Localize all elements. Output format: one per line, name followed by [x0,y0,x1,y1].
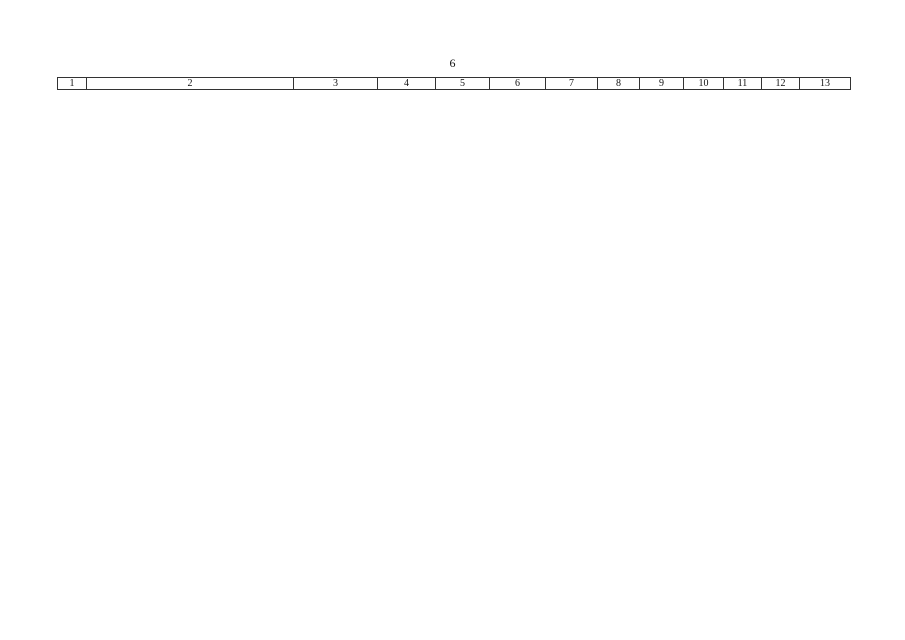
column-header: 5 [436,78,490,90]
page-number: 6 [449,56,456,70]
column-header: 6 [490,78,546,90]
column-header: 13 [800,78,851,90]
column-number-row [58,78,851,90]
column-header: 8 [598,78,640,90]
column-header: 7 [546,78,598,90]
column-header: 3 [294,78,378,90]
column-header: 11 [724,78,762,90]
column-header: 4 [378,78,436,90]
column-header: 1 [58,78,87,90]
column-header: 12 [762,78,800,90]
table-body [58,78,851,90]
indicators-table [57,77,851,90]
column-header: 10 [684,78,724,90]
column-header: 2 [87,78,294,90]
column-header: 9 [640,78,684,90]
